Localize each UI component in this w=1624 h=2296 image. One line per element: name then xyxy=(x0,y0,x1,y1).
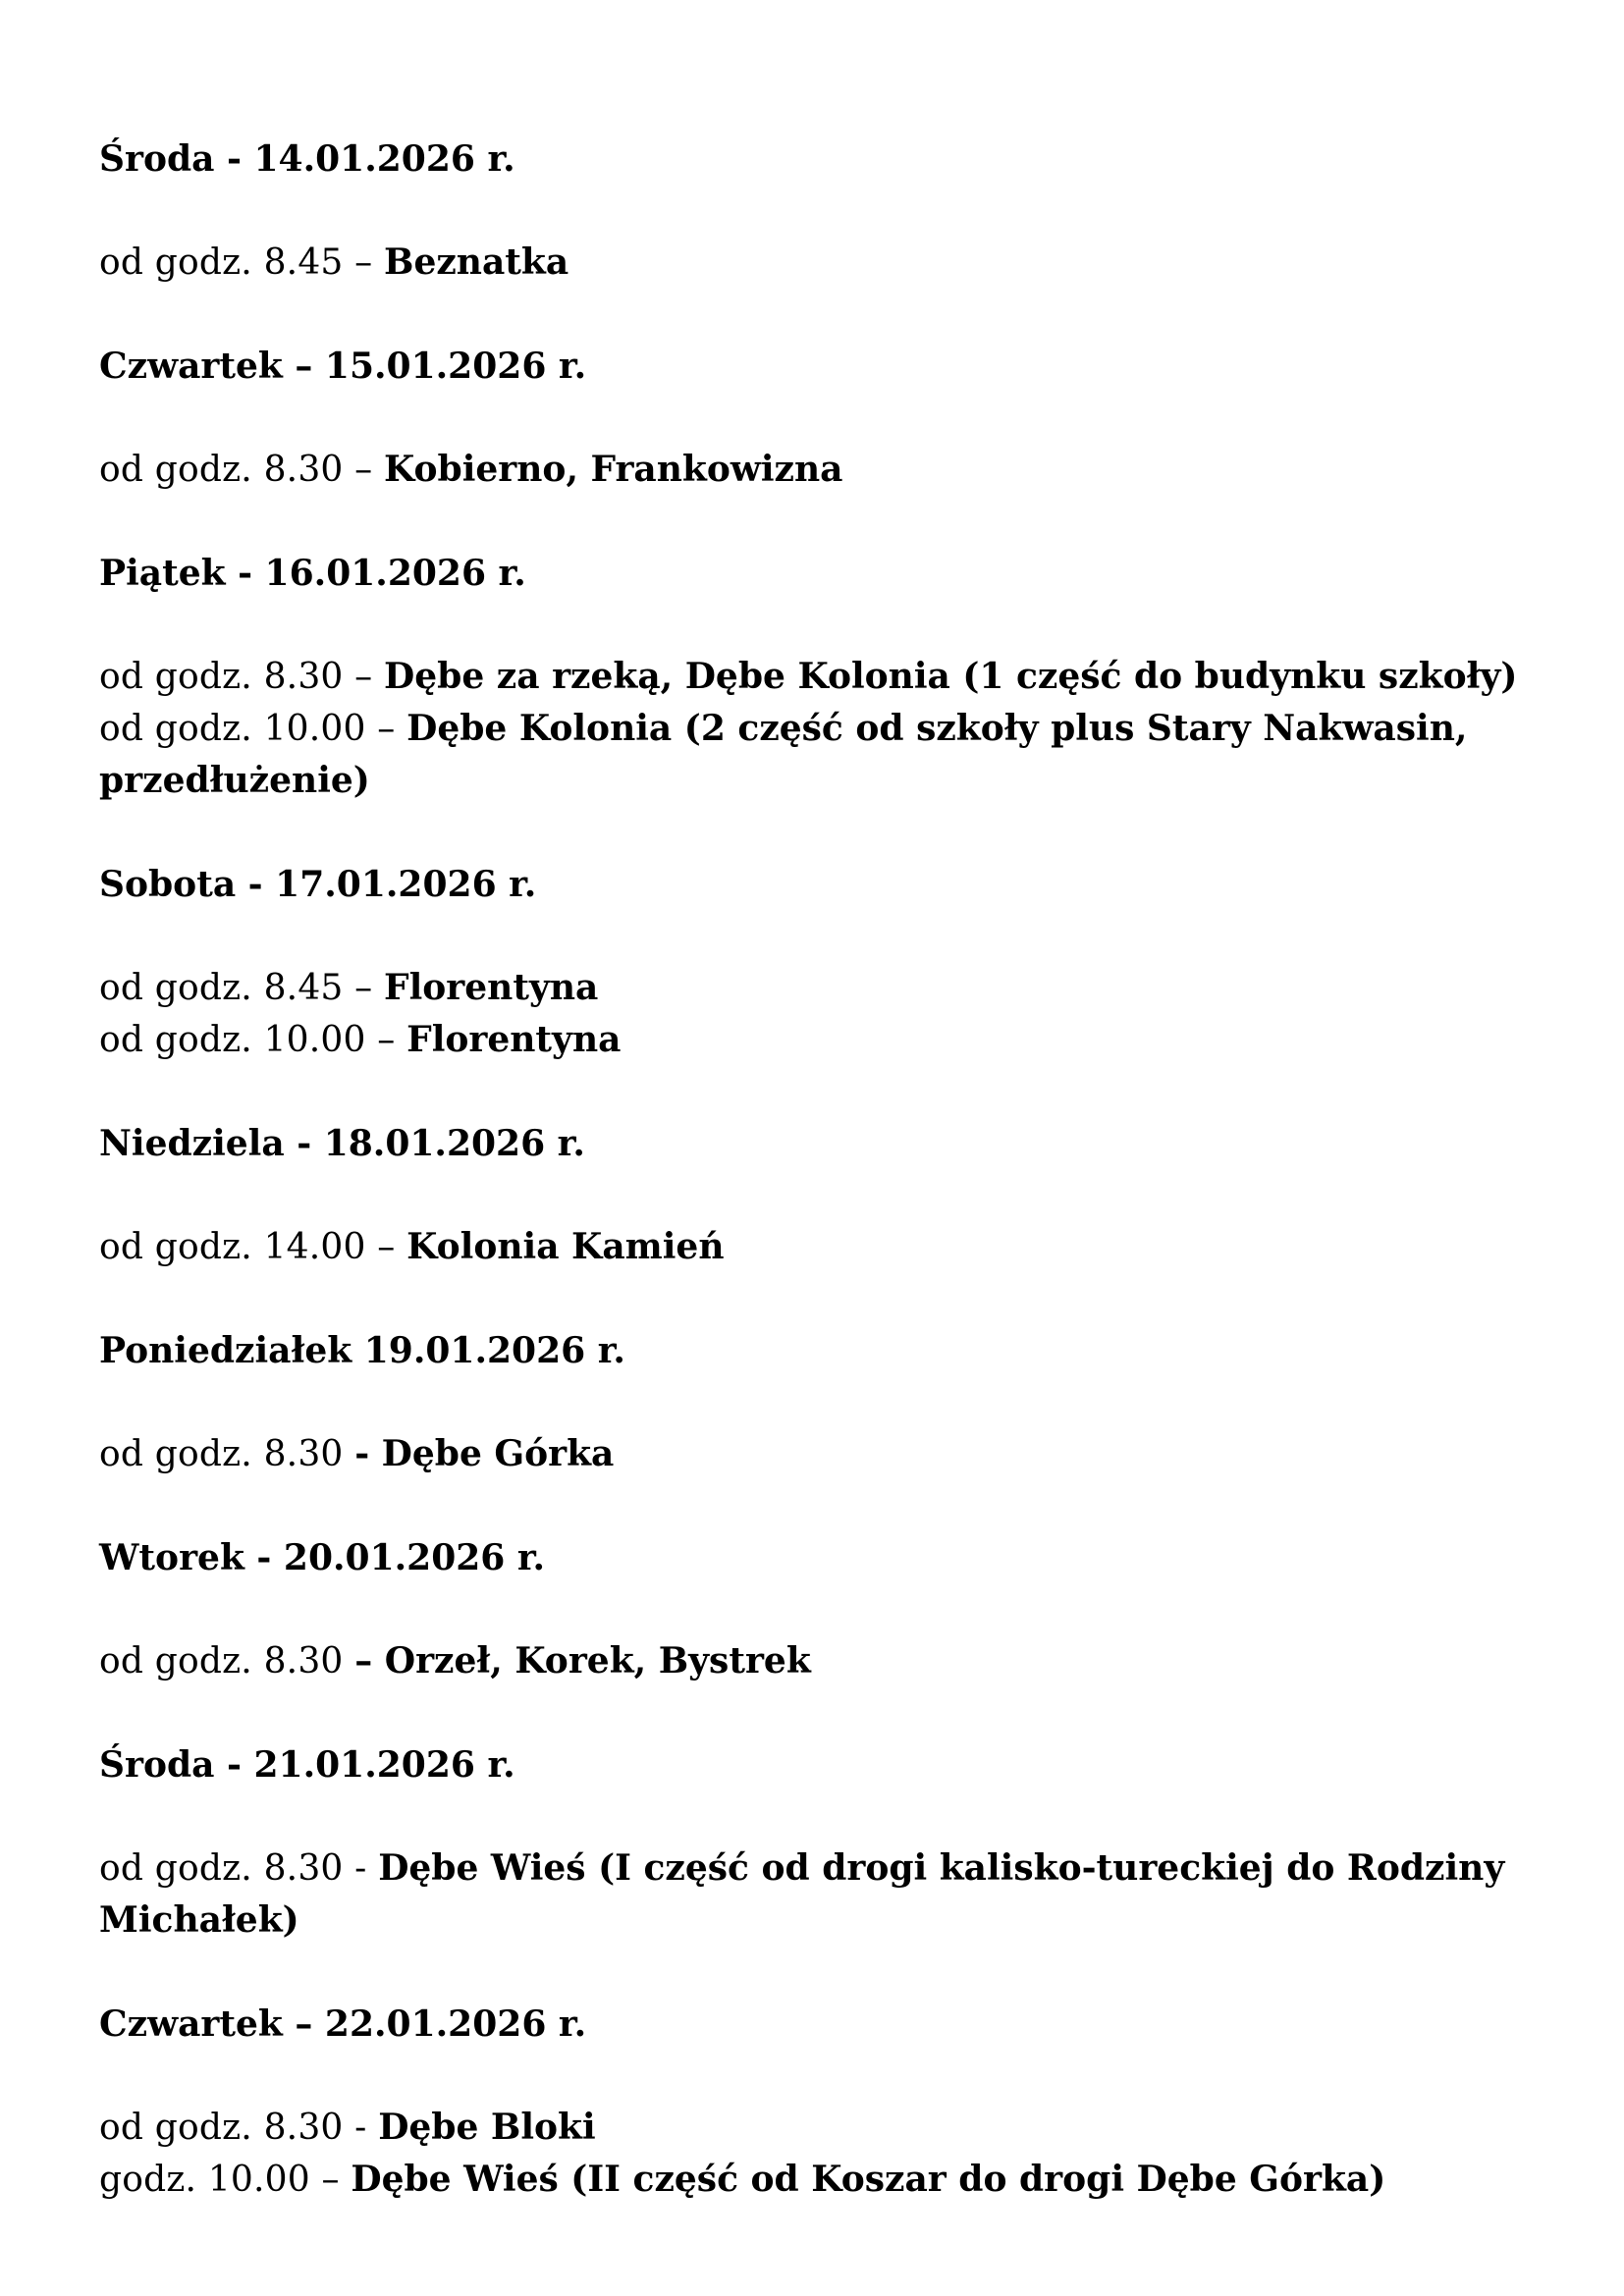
entry-place: Kolonia Kamień xyxy=(406,1226,725,1267)
entry-time: od godz. 8.45 – xyxy=(99,968,385,1008)
entry-time: od godz. 8.30 – xyxy=(99,657,385,697)
entry-place: Beznatka xyxy=(384,241,569,283)
schedule-entry xyxy=(99,237,1552,289)
schedule-entry xyxy=(99,1221,1552,1273)
schedule-day xyxy=(99,1325,1552,1480)
entry-place: Dębe Kolonia (2 część od szkoły plus Stary Nakwasin, przedłużenie) xyxy=(99,708,1468,801)
schedule-day xyxy=(99,859,1552,1066)
entry-place: Dębe Bloki xyxy=(378,2107,596,2148)
day-entries xyxy=(99,651,1552,807)
day-heading: Sobota - 17.01.2026 r. xyxy=(99,864,537,905)
schedule-entry xyxy=(99,2102,1552,2154)
entry-place: Dębe Wieś (I część od drogi kalisko-tureckiej do Rodziny Michałek) xyxy=(99,1847,1505,1941)
entry-place: Florentyna xyxy=(406,1019,622,1060)
entry-time: od godz. 8.30 – xyxy=(99,450,385,490)
day-entries xyxy=(99,962,1552,1066)
schedule-entry xyxy=(99,703,1552,807)
entry-time: od godz. 8.30 xyxy=(99,1641,355,1682)
day-entries xyxy=(99,1635,1552,1687)
schedule-day xyxy=(99,341,1552,496)
schedule-entry xyxy=(99,1842,1552,1947)
entry-place: – Orzeł, Korek, Bystrek xyxy=(354,1640,811,1682)
entry-time: godz. 10.00 – xyxy=(99,2160,352,2200)
entry-time: od godz. 8.45 – xyxy=(99,242,385,283)
schedule-day xyxy=(99,1118,1552,1273)
day-entries xyxy=(99,444,1552,496)
entry-place: Dębe za rzeką, Dębe Kolonia (1 część do budynku szkoły) xyxy=(384,656,1518,697)
entry-time: od godz. 14.00 – xyxy=(99,1227,407,1267)
entry-time: od godz. 8.30 - xyxy=(99,2108,379,2148)
day-heading: Niedziela - 18.01.2026 r. xyxy=(99,1123,585,1164)
day-heading: Wtorek - 20.01.2026 r. xyxy=(99,1537,546,1578)
schedule-entry xyxy=(99,962,1552,1014)
schedule-day xyxy=(99,1739,1552,1947)
day-heading: Środa - 21.01.2026 r. xyxy=(99,1744,515,1786)
schedule-entry xyxy=(99,1635,1552,1687)
day-heading: Piątek - 16.01.2026 r. xyxy=(99,553,526,594)
day-entries xyxy=(99,237,1552,289)
schedule-entry xyxy=(99,444,1552,496)
day-entries xyxy=(99,1428,1552,1480)
schedule-entry xyxy=(99,651,1552,703)
schedule-day xyxy=(99,1999,1552,2206)
schedule-entry xyxy=(99,1014,1552,1066)
entry-place: Florentyna xyxy=(384,967,599,1008)
entry-time: od godz. 8.30 xyxy=(99,1434,355,1474)
schedule-document xyxy=(99,98,1552,2258)
entry-place: Dębe Wieś (II część od Koszar do drogi Dębe Górka) xyxy=(351,2159,1386,2200)
schedule-day xyxy=(99,1532,1552,1687)
day-heading: Środa - 14.01.2026 r. xyxy=(99,138,515,180)
entry-place: - Dębe Górka xyxy=(354,1433,615,1474)
entry-time: od godz. 10.00 – xyxy=(99,709,407,749)
day-heading: Czwartek – 15.01.2026 r. xyxy=(99,346,587,387)
schedule-day xyxy=(99,133,1552,289)
entry-time: od godz. 8.30 - xyxy=(99,1848,379,1889)
day-heading: Czwartek – 22.01.2026 r. xyxy=(99,2003,587,2045)
day-entries xyxy=(99,1221,1552,1273)
schedule-day xyxy=(99,548,1552,807)
schedule-entry xyxy=(99,2154,1552,2206)
entry-time: od godz. 10.00 – xyxy=(99,1020,407,1060)
day-heading: Poniedziałek 19.01.2026 r. xyxy=(99,1330,625,1371)
entry-place: Kobierno, Frankowizna xyxy=(384,449,843,490)
day-entries xyxy=(99,2102,1552,2206)
day-entries xyxy=(99,1842,1552,1947)
schedule-entry xyxy=(99,1428,1552,1480)
